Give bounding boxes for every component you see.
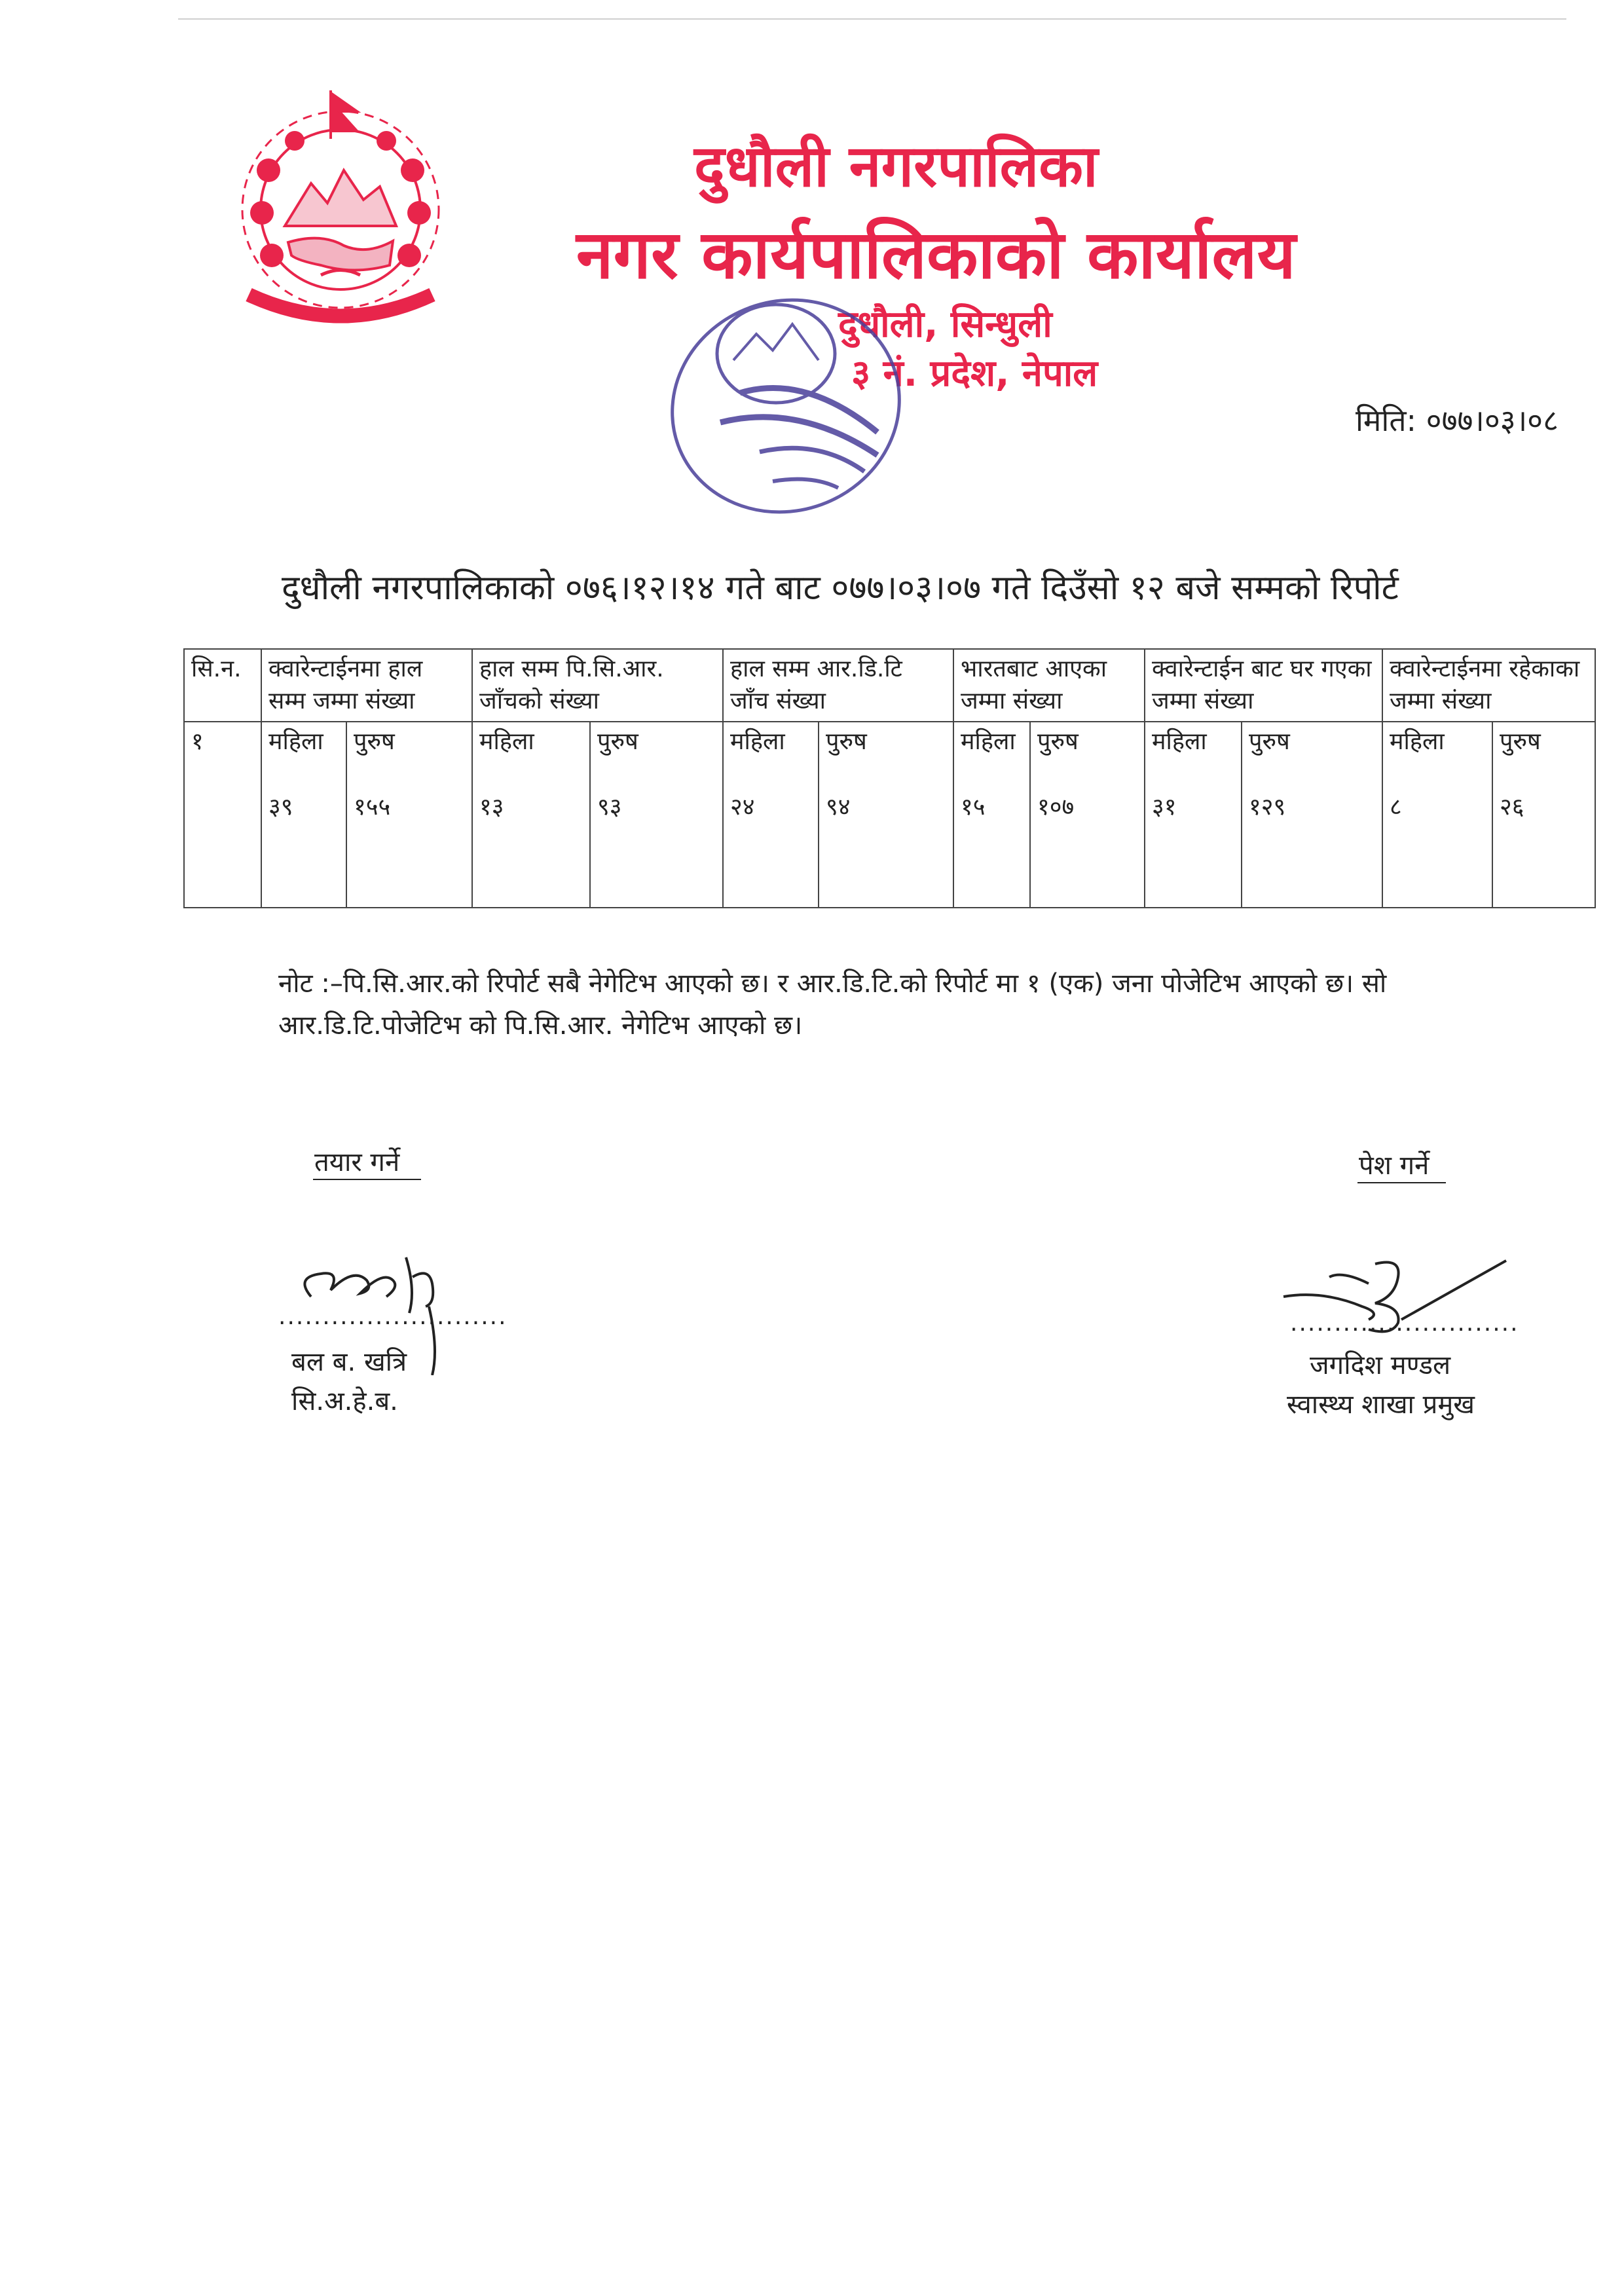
office-stamp bbox=[661, 288, 917, 524]
subheader-female: महिला bbox=[1382, 722, 1492, 769]
group-header-from-india: भारतबाट आएका जम्मा संख्या bbox=[953, 649, 1145, 722]
subheader-male: पुरुष bbox=[590, 722, 723, 769]
sn-value: १ bbox=[184, 722, 261, 769]
subheader-male: पुरुष bbox=[819, 722, 953, 769]
submitter-signature bbox=[1270, 1257, 1519, 1356]
subheader-female: महिला bbox=[261, 722, 346, 769]
preparer-name: बल ब. खत्रि bbox=[291, 1347, 407, 1377]
subheader-male: पुरुष bbox=[1242, 722, 1382, 769]
cell-female-from-india: १५ bbox=[953, 769, 1030, 908]
group-header-pcr-tests: हाल सम्म पि.सि.आर. जाँचको संख्या bbox=[472, 649, 723, 722]
preparer-signature-line: .......................... bbox=[278, 1303, 507, 1330]
cell-female-discharged: ३१ bbox=[1145, 769, 1242, 908]
subheader-female: महिला bbox=[472, 722, 590, 769]
preparer-designation: सि.अ.हे.ब. bbox=[291, 1386, 398, 1416]
cell-male-rdt: ९४ bbox=[819, 769, 953, 908]
report-note: नोट :–पि.सि.आर.को रिपोर्ट सबै नेगेटिभ आएको छ। र आर.डि.टि.को रिपोर्ट मा १ (एक) जना पोजेटिभ आएको छ। सो आर.डि.टि.पोजेटिभ को पि.सि.आर. नेगेटिभ आएको छ। bbox=[278, 969, 1387, 1041]
prepared-by-underline bbox=[313, 1179, 421, 1180]
subheader-female: महिला bbox=[723, 722, 819, 769]
cell-male-discharged: १२९ bbox=[1242, 769, 1382, 908]
cell-female-rdt: २४ bbox=[723, 769, 819, 908]
group-header-discharged: क्वारेन्टाईन बाट घर गएका जम्मा संख्या bbox=[1145, 649, 1382, 722]
prepared-by-label: तयार गर्ने bbox=[314, 1147, 400, 1177]
submitted-by-label: पेश गर्ने bbox=[1359, 1151, 1430, 1181]
table-header-row bbox=[184, 649, 1595, 722]
cell-male-remaining: २६ bbox=[1492, 769, 1595, 908]
cell-male-from-india: १०७ bbox=[1030, 769, 1145, 908]
office-name: नगर कार्यपालिकाको कार्यालय bbox=[576, 216, 1296, 294]
group-header-total-quarantine: क्वारेन्टाईनमा हाल सम्म जम्मा संख्या bbox=[261, 649, 472, 722]
table-subheader-row bbox=[184, 722, 1595, 769]
group-header-rdt-tests: हाल सम्म आर.डि.टि जाँच संख्या bbox=[723, 649, 953, 722]
cell-female-remaining: ८ bbox=[1382, 769, 1492, 908]
office-location: दुधौली, सिन्धुली bbox=[838, 303, 1052, 346]
sn-header: सि.न. bbox=[184, 649, 261, 722]
subheader-male: पुरुष bbox=[1492, 722, 1595, 769]
document-date: मिति: ०७७।०३।०८ bbox=[1356, 403, 1559, 438]
submitter-designation: स्वास्थ्य शाखा प्रमुख bbox=[1287, 1390, 1475, 1420]
page-top-rule bbox=[178, 18, 1566, 20]
cell-female-total-quarantine: ३९ bbox=[261, 769, 346, 908]
subheader-female: महिला bbox=[1145, 722, 1242, 769]
report-title: दुधौली नगरपालिकाको ०७६।१२।१४ गते बाट ०७७।०३।०७ गते दिउँसो १२ बजे सम्मको रिपोर्ट bbox=[282, 568, 1399, 608]
office-province: ३ नं. प्रदेश, नेपाल bbox=[851, 352, 1098, 395]
municipality-name: दुधौली नगरपालिका bbox=[694, 132, 1098, 200]
subheader-male: पुरुष bbox=[1030, 722, 1145, 769]
quarantine-report-table bbox=[183, 648, 1596, 908]
submitted-by-underline bbox=[1357, 1182, 1446, 1183]
subheader-male: पुरुष bbox=[346, 722, 472, 769]
cell-male-pcr: ९३ bbox=[590, 769, 723, 908]
cell-female-pcr: १३ bbox=[472, 769, 590, 908]
submitter-name: जगदिश मण्डल bbox=[1310, 1350, 1451, 1380]
table-row bbox=[184, 769, 1595, 908]
cell-male-total-quarantine: १५५ bbox=[346, 769, 472, 908]
letterhead bbox=[498, 124, 1480, 395]
subheader-female: महिला bbox=[953, 722, 1030, 769]
group-header-remaining: क्वारेन्टाईनमा रहेकाका जम्मा संख्या bbox=[1382, 649, 1595, 722]
submitter-signature-line: .......................... bbox=[1290, 1310, 1519, 1337]
sn-empty bbox=[184, 769, 261, 908]
nepal-emblem-logo bbox=[223, 79, 458, 334]
